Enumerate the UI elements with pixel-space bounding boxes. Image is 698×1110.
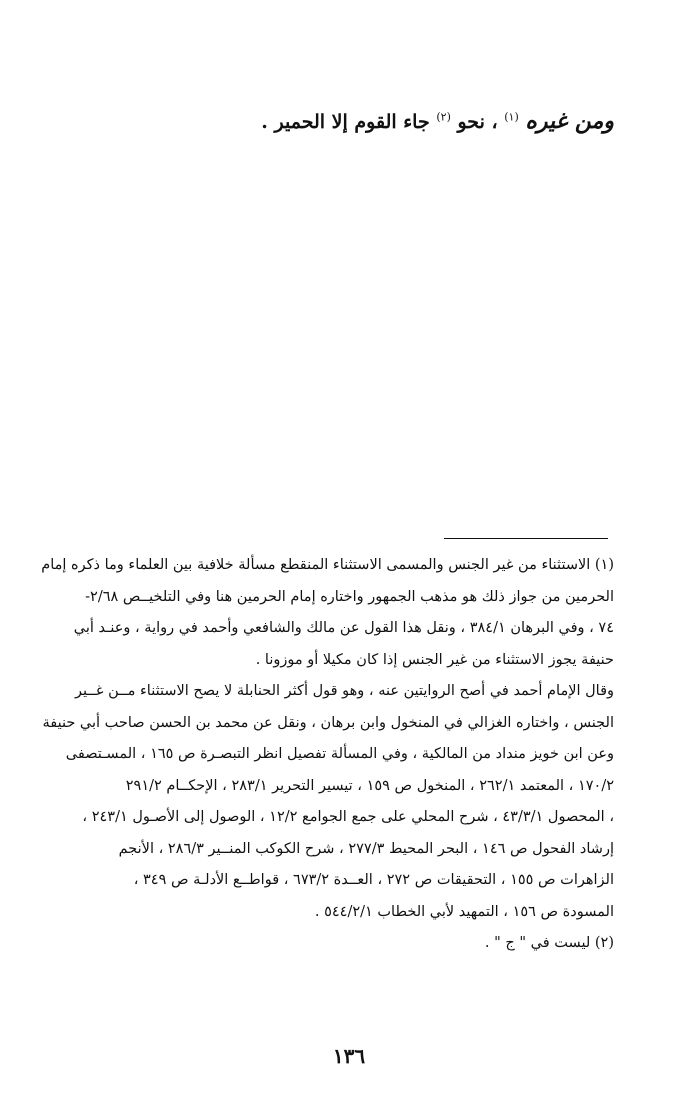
footnotes-block: [40, 550, 614, 960]
main-mid-phrase: ، نحو: [457, 111, 498, 133]
footnote-line: الجنس ، واختاره الغزالي في المنخول وابن برهان ، ونقل عن محمد بن الحسن صاحب أبي حنيفة: [42, 714, 614, 731]
footnote-line: وعن ابن خويز منداد من المالكية ، وفي المسألة تفصيل انظر التبصـرة ص ١٦٥ ، المسـتصفى: [65, 746, 614, 762]
footnote-line: وقال الإمام أحمد في أصح الروايتين عنه ، وهو قول أكثر الحنابلة لا يصح الاستثناء مــن غــير: [75, 683, 614, 699]
footnote-line: ٧٤ ، وفي البرهان ٣٨٤/١ ، ونقل هذا القول عن مالك والشافعي وأحمد في رواية ، وعنـد أبي: [73, 620, 614, 636]
footnote-line: (١) الاستثناء من غير الجنس والمسمى الاستثناء المنقطع مسألة خلافية بين العلماء وما ذكره إمام: [41, 557, 614, 573]
footnote-line: الزاهرات ص ١٥٥ ، التحقيقات ص ٢٧٢ ، العــدة ٦٧٣/٢ ، قواطــع الأدلـة ص ٣٤٩ ،: [133, 872, 614, 888]
main-text-line: [54, 108, 614, 134]
footnote-line: إرشاد الفحول ص ١٤٦ ، البحر المحيط ٢٧٧/٣ ، شرح الكوكب المنــير ٢٨٦/٣ ، الأنجم: [118, 840, 614, 857]
footnote-ref-2: (٢): [436, 110, 451, 124]
footnote-line: (٢) ليست في " ج " .: [484, 935, 614, 951]
footnote-separator-rule: [444, 538, 608, 539]
page-number: ١٣٦: [332, 1044, 366, 1068]
footnote-line: المسودة ص ١٥٦ ، التمهيد لأبي الخطاب ٥٤٤/٢/١ .: [314, 903, 614, 920]
footnote-line: حنيفة يجوز الاستثناء من غير الجنس إذا كان مكيلا أو موزونا .: [255, 651, 614, 668]
main-rest-phrase: جاء القوم إلا الحمير .: [261, 111, 430, 133]
footnote-line: ، المحصول ٤٣/٣/١ ، شرح المحلي على جمع الجوامع ١٢/٢ ، الوصول إلى الأصـول ٢٤٣/١ ،: [82, 809, 614, 825]
footnote-line: الحرمين من جواز ذلك هو مذهب الجمهور واختاره إمام الحرمين هنا وفي التلخيــص ٢/٦٨-: [85, 588, 614, 605]
main-lead-phrase: ومن غيره: [525, 108, 614, 134]
footnote-line: ١٧٠/٢ ، المعتمد ٢٦٢/١ ، المنخول ص ١٥٩ ، تيسير التحرير ٢٨٣/١ ، الإحكــام ٢٩١/٢: [125, 777, 614, 794]
footnote-ref-1: (١): [504, 110, 519, 124]
